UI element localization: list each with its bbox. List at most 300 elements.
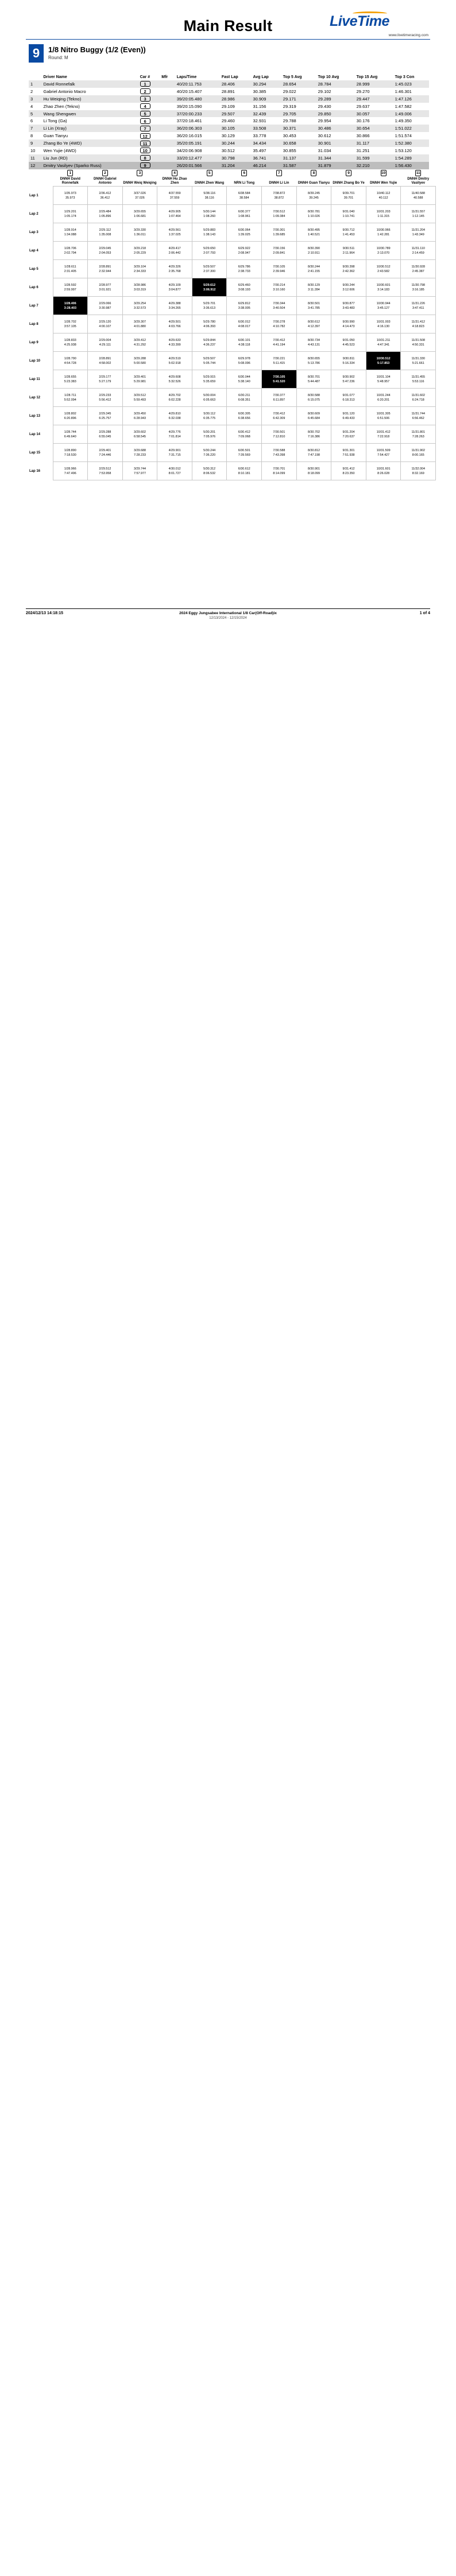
lap-time-cell [366, 407, 401, 425]
elapsed-time: 5:35.659 [203, 379, 216, 383]
elapsed-time: 1:11.315 [377, 214, 389, 218]
lap-time: 1/28.655 [64, 375, 76, 379]
summary-cell [160, 110, 175, 118]
lap-time-cell [53, 444, 88, 462]
lap-time-cell [331, 260, 366, 278]
elapsed-time: 6:15.075 [307, 398, 320, 402]
driver-position-header [331, 169, 366, 177]
lap-time-cell [88, 333, 123, 352]
elapsed-time: 3:10.160 [273, 288, 285, 292]
elapsed-time: 4:50.331 [412, 343, 424, 347]
lap-time-cell [88, 407, 123, 425]
lap-time-cell [192, 425, 227, 444]
driver-number-badge: 10 [381, 171, 386, 175]
lap-time: 6/30.412 [238, 430, 250, 434]
summary-cell: 1:47.126 [393, 95, 429, 103]
lap-row [29, 205, 436, 223]
summary-cell: 34.434 [251, 139, 281, 147]
summary-cell: Li Lin (Xray) [42, 125, 138, 132]
lap-time-cell [262, 370, 297, 389]
lap-time-cell [157, 205, 192, 223]
lap-time-cell [122, 315, 157, 333]
lap-time: 1/28.406 [64, 301, 76, 305]
lap-time: 2/29.177 [99, 375, 111, 379]
elapsed-time: 35.973 [65, 196, 75, 200]
summary-cell: 29.109 [221, 103, 235, 109]
lap-time-cell [262, 187, 297, 205]
summary-cell [138, 117, 160, 125]
lap-row [29, 297, 436, 315]
lap-time: 3/29.655 [133, 210, 146, 214]
lap-time-cell [122, 425, 157, 444]
summary-cell: 30.057 [355, 110, 393, 118]
lap-time-cell [366, 297, 401, 315]
elapsed-time: 37.559 [169, 196, 180, 200]
summary-cell: 30.244 [220, 139, 252, 147]
lap-time: 2/29.112 [99, 228, 111, 232]
lap-time: 1/28.890 [64, 448, 76, 452]
summary-cell: 35/20:05.191 [175, 139, 220, 147]
summary-cell: 29.270 [356, 88, 370, 94]
summary-cell: 30.512 [221, 148, 235, 153]
lap-time-cell [157, 187, 192, 205]
lap-time: 2/29.401 [99, 448, 111, 452]
summary-cell [160, 103, 175, 110]
driver-number-badge: 6 [241, 170, 247, 176]
elapsed-time: 7:16.386 [307, 434, 320, 439]
elapsed-time: 6:38.656 [238, 416, 250, 420]
lap-time: 1/28.790 [64, 356, 76, 360]
elapsed-time: 4:33.399 [168, 343, 181, 347]
lap-time: 3/29.288 [133, 356, 146, 360]
summary-cell: 39/20:15.090 [176, 103, 202, 109]
elapsed-time: 7:09.068 [238, 434, 250, 439]
lap-row [29, 315, 436, 333]
summary-cell [138, 103, 160, 110]
lap-time: 6/30.044 [238, 375, 250, 379]
lap-time-cell [401, 444, 436, 462]
lap-time: 9/31.050 [342, 338, 355, 342]
elapsed-time: 3:04.877 [168, 288, 181, 292]
lap-time-cell [122, 370, 157, 389]
lap-time-cell [296, 407, 331, 425]
page-number: 1 of 4 [419, 611, 430, 615]
elapsed-time: 4:54.728 [64, 361, 76, 365]
lap-time-cell [296, 370, 331, 389]
driver-position-header [157, 169, 192, 177]
elapsed-time: 2:06.442 [168, 251, 181, 255]
lap-label: Lap 9 [29, 340, 38, 344]
lap-time-cell [401, 187, 436, 205]
lap-time: 2/29.288 [99, 430, 111, 434]
driver-name-header: DNNH Wen Yujie [370, 181, 397, 185]
summary-cell: 32.439 [251, 110, 281, 118]
driver-position-header [192, 169, 227, 177]
elapsed-time: 5:53.116 [412, 379, 424, 383]
elapsed-time: 8:00.165 [412, 453, 424, 457]
lap-label: Lap 12 [29, 395, 41, 399]
summary-cell: 1:52.380 [393, 139, 429, 147]
summary-cell: 28.891 [221, 88, 235, 94]
lap-time: 11/30.798 [411, 283, 426, 287]
elapsed-time: 7:39.569 [238, 453, 250, 457]
lap-time: 5/30.144 [203, 210, 216, 214]
summary-header-cell: Avg Lap [253, 75, 269, 79]
lap-time-cell [53, 389, 88, 407]
lap-time: 10/30.789 [376, 246, 391, 250]
lap-time: 7/30.512 [273, 210, 285, 214]
lap-time-cell [122, 389, 157, 407]
lap-time-cell [53, 242, 88, 260]
driver-number-badge: 7 [276, 170, 282, 176]
elapsed-time: 6:11.897 [273, 398, 285, 402]
summary-cell: 1:45.023 [393, 80, 429, 88]
lap-time: 6/30.064 [238, 228, 250, 232]
elapsed-time: 40.588 [413, 196, 423, 200]
lap-time-cell [331, 352, 366, 370]
lap-time-cell [262, 462, 297, 480]
summary-cell: 1:56.430 [393, 162, 429, 169]
lap-time: 7/30.105 [273, 375, 285, 379]
elapsed-time: 3:08.193 [238, 288, 250, 292]
elapsed-time: 7:47.198 [307, 453, 320, 457]
lap-time: 8/39.245 [307, 191, 320, 195]
summary-cell: 29.705 [281, 110, 316, 118]
driver-name-header: DNNH Gabriel Antonio [94, 177, 117, 185]
lap-time: 11/31.602 [411, 393, 426, 397]
elapsed-time: 4:12.397 [307, 324, 320, 328]
elapsed-time: 6:02.228 [168, 398, 181, 402]
lap-time-cell [157, 278, 192, 297]
summary-header-cell: Laps/Time [176, 75, 197, 79]
lap-time: 9/30.902 [342, 375, 355, 379]
lap-time: 10/30.512 [376, 265, 391, 269]
elapsed-time: 38.584 [239, 196, 249, 200]
summary-cell: 28.999 [355, 80, 393, 88]
elapsed-time: 6:08.351 [238, 398, 250, 402]
lap-time-cell [366, 242, 401, 260]
lap-time-cell [296, 352, 331, 370]
elapsed-time: 8:18.099 [307, 471, 320, 475]
summary-header-cell: Driver Name [43, 75, 67, 79]
lap-time-cell [331, 389, 366, 407]
elapsed-time: 5:16.334 [342, 361, 355, 365]
summary-cell: 29.319 [283, 103, 296, 109]
elapsed-time: 5:59.493 [133, 398, 146, 402]
summary-header-cell: Top 15 Avg [356, 75, 378, 79]
lap-time-cell [192, 462, 227, 480]
elapsed-time: 7:18.530 [64, 453, 76, 457]
lap-time-cell [53, 333, 88, 352]
driver-name-header: NRN Li Tong [234, 181, 255, 185]
lap-time-cell [53, 352, 88, 370]
elapsed-time: 6:32.038 [168, 416, 181, 420]
elapsed-time: 5:47.236 [342, 379, 355, 383]
summary-cell: 28.654 [281, 80, 316, 88]
lap-time: 9/30.877 [342, 301, 355, 305]
elapsed-time: 5:21.661 [412, 361, 424, 365]
lap-time-cell [192, 333, 227, 352]
lap-time-cell [401, 297, 436, 315]
elapsed-time: 7:53.958 [99, 471, 111, 475]
lap-time-cell [366, 260, 401, 278]
elapsed-time: 4:06.393 [203, 324, 216, 328]
elapsed-time: 4:41.194 [273, 343, 285, 347]
lap-time-cell [262, 407, 297, 425]
lap-time-cell [296, 315, 331, 333]
lap-time-cell [227, 242, 262, 260]
elapsed-time: 5:32.526 [168, 379, 181, 383]
lap-time-cell [227, 352, 262, 370]
summary-row [29, 162, 429, 169]
lap-time: 5/30.004 [203, 393, 216, 397]
summary-cell: 29.430 [318, 103, 331, 109]
race-round: Round: M [48, 55, 68, 60]
lap-time: 4/29.776 [168, 430, 181, 434]
elapsed-time: 4:03.766 [168, 324, 181, 328]
elapsed-time: 5:00.580 [133, 361, 146, 365]
summary-cell [138, 125, 160, 132]
lap-time: 9/31.040 [342, 210, 355, 214]
driver-number-badge: 9 [346, 170, 351, 176]
lap-time-cell [122, 297, 157, 315]
car-number-badge: 2 [140, 88, 150, 94]
lap-time-cell [262, 444, 297, 462]
summary-cell [160, 125, 175, 132]
elapsed-time: 5:23.383 [64, 379, 76, 383]
lap-time: 5/29.650 [203, 246, 216, 250]
lap-time: 11/31.110 [411, 246, 425, 250]
lap-time-cell [366, 425, 401, 444]
lap-time-cell [88, 242, 123, 260]
summary-cell: 31.587 [281, 162, 316, 169]
lap-time-cell [262, 260, 297, 278]
summary-cell [160, 147, 175, 154]
summary-cell: 34/20:06.908 [176, 148, 202, 153]
elapsed-time: 3:41.785 [307, 306, 320, 310]
lap-time-cell [331, 425, 366, 444]
lap-time: 7/30.301 [273, 228, 285, 232]
summary-cell [160, 162, 175, 169]
lap-time: 10/31.104 [376, 375, 391, 379]
elapsed-time: 2:59.997 [64, 288, 76, 292]
elapsed-time: 7:20.637 [342, 434, 355, 439]
summary-cell: David Ronnefalk [42, 80, 138, 88]
lap-time: 11/31.330 [411, 356, 426, 360]
lap-time: 11/31.508 [411, 338, 426, 342]
lap-time-cell [88, 223, 123, 242]
elapsed-time: 8:01.727 [168, 471, 181, 475]
elapsed-time: 3:11.284 [308, 288, 320, 292]
lap-time: 10/31.211 [376, 338, 391, 342]
lap-time: 10/31.412 [376, 430, 391, 434]
lap-time: 2/28.977 [99, 283, 111, 287]
lap-time: 1/28.711 [64, 393, 76, 397]
lap-time-cell [157, 297, 192, 315]
lap-time-cell [296, 242, 331, 260]
elapsed-time: 4:36.237 [203, 343, 216, 347]
elapsed-time: 3:43.483 [342, 306, 355, 310]
lap-time-cell [401, 333, 436, 352]
summary-header-cell: Top 10 Avg [318, 75, 339, 79]
lap-time: 9/30.398 [342, 265, 355, 269]
elapsed-time: 4:16.130 [377, 324, 390, 328]
elapsed-time: 2:09.841 [273, 251, 285, 255]
lap-time: 7/30.221 [273, 356, 285, 360]
lap-time: 2/29.045 [99, 246, 111, 250]
elapsed-time: 5:17.853 [377, 361, 390, 365]
driver-name-header: DNNH David Ronnefalk [60, 177, 80, 185]
lap-time: 7/30.701 [273, 467, 285, 471]
lap-time: 3/29.602 [133, 430, 146, 434]
lap-time-cell [53, 205, 88, 223]
elapsed-time: 2:34.333 [133, 269, 146, 273]
elapsed-time: 4:01.880 [133, 324, 146, 328]
elapsed-time: 2:05.229 [133, 251, 146, 255]
summary-cell: 3 [29, 95, 42, 103]
summary-cell: 31.137 [281, 154, 316, 162]
elapsed-time: 2:31.405 [64, 269, 76, 273]
lap-time: 11/31.412 [411, 320, 426, 324]
elapsed-time: 3:36.613 [203, 306, 216, 310]
lap-time: 3/29.104 [133, 265, 146, 269]
summary-cell: 28.784 [316, 80, 355, 88]
lap-time-cell [157, 260, 192, 278]
lap-time-cell [88, 205, 123, 223]
lap-time-cell [366, 315, 401, 333]
lap-time: 11/40.588 [411, 191, 426, 195]
lap-time-cell [401, 278, 436, 297]
lap-time: 9/31.412 [342, 467, 355, 471]
summary-row [29, 103, 429, 110]
lap-time: 3/29.450 [133, 412, 146, 416]
lap-time: 6/30.501 [238, 448, 250, 452]
lap-time: 3/29.412 [133, 338, 146, 342]
lap-time-cell [88, 389, 123, 407]
lap-time: 4/29.633 [168, 338, 181, 342]
elapsed-time: 3:12.606 [342, 288, 355, 292]
lap-time-cell [157, 315, 192, 333]
summary-row [29, 147, 429, 154]
lap-time: 7/30.412 [273, 338, 285, 342]
lap-time-cell [88, 425, 123, 444]
elapsed-time: 7:31.715 [168, 453, 181, 457]
lap-time-cell [331, 278, 366, 297]
lap-time: 8/30.901 [307, 467, 320, 471]
car-number-badge: 4 [140, 103, 150, 109]
elapsed-time: 6:18.313 [342, 398, 355, 402]
lap-time-cell [227, 205, 262, 223]
lap-time-cell [157, 462, 192, 480]
summary-cell: Li Tong (Ga) [43, 118, 67, 124]
lap-time: 6/38.584 [238, 191, 250, 195]
elapsed-time: 6:35.775 [203, 416, 216, 420]
summary-cell: 29.289 [316, 95, 355, 103]
lap-time-cell [227, 444, 262, 462]
summary-cell: 28.406 [220, 80, 252, 88]
lap-time: 2/29.345 [99, 412, 111, 416]
race-number: 9 [29, 44, 44, 63]
car-number-badge: 3 [140, 96, 150, 102]
lap-time: 9/30.990 [342, 320, 355, 324]
lap-time: 1/28.966 [64, 467, 76, 471]
elapsed-time: 2:41.155 [307, 269, 320, 273]
lap-time-cell [53, 315, 88, 333]
lap-label: Lap 4 [29, 249, 38, 253]
summary-cell: 30.385 [253, 88, 266, 94]
elapsed-time: 2:10.911 [308, 251, 320, 255]
lap-time-cell [401, 315, 436, 333]
summary-row [29, 125, 429, 132]
summary-row [29, 117, 429, 125]
elapsed-time: 1:09.384 [273, 214, 285, 218]
lap-time: 11/31.902 [411, 448, 426, 452]
summary-cell: 6 [30, 118, 33, 124]
elapsed-time: 2:45.387 [412, 269, 424, 273]
elapsed-time: 4:00.107 [99, 324, 111, 328]
lap-time: 3/29.401 [133, 375, 146, 379]
summary-cell [138, 162, 160, 169]
lap-time-cell [227, 389, 262, 407]
summary-cell: 1:53.120 [395, 148, 412, 153]
lap-time: 10/31.601 [376, 467, 391, 471]
lap-time-cell [53, 223, 88, 242]
lap-time: 1/28.611 [64, 265, 76, 269]
summary-cell: 29.022 [283, 88, 296, 94]
lap-time-cell [262, 278, 297, 297]
lap-row [29, 260, 436, 278]
summary-row [29, 80, 429, 88]
lap-time: 10/30.944 [376, 301, 391, 305]
lap-time-cell [88, 187, 123, 205]
elapsed-time: 7:22.918 [377, 434, 390, 439]
elapsed-time: 2:37.300 [203, 269, 216, 273]
lap-time: 6/29.460 [238, 283, 250, 287]
lap-time-cell [157, 389, 192, 407]
lap-time: 6/30.211 [238, 393, 250, 397]
lap-time-cell [401, 205, 436, 223]
lap-time: 4/37.559 [168, 191, 181, 195]
lap-time-cell [296, 205, 331, 223]
summary-cell [138, 132, 160, 139]
summary-cell: 37/20:18.461 [176, 118, 202, 124]
driver-number-badge: 1 [67, 170, 73, 176]
lap-time-cell [401, 389, 436, 407]
elapsed-time: 7:05.976 [203, 434, 216, 439]
livetime-logo [330, 13, 428, 30]
lap-time-cell [296, 462, 331, 480]
lap-time-cell [366, 223, 401, 242]
lap-time: 8/30.781 [307, 210, 320, 214]
elapsed-time: 4:18.823 [412, 324, 424, 328]
elapsed-time: 7:57.977 [133, 471, 146, 475]
summary-cell: 37/20:00.233 [175, 110, 220, 118]
elapsed-time: 6:28.943 [133, 416, 146, 420]
elapsed-time: 2:13.070 [377, 251, 390, 255]
lap-time: 5/38.116 [203, 191, 215, 195]
lap-row [29, 444, 436, 462]
summary-cell: Guan Tianyu [43, 133, 68, 139]
summary-cell: 26/20:01.566 [175, 162, 220, 169]
lap-time-cell [53, 260, 88, 278]
lap-time: 10/31.244 [376, 393, 391, 397]
summary-cell: 29.447 [355, 95, 393, 103]
lap-time-cell [122, 278, 157, 297]
lap-time: 10/31.305 [376, 412, 391, 416]
lap-time: 9/30.811 [342, 356, 355, 360]
race-name: 1/8 Nitro Buggy (1/2 (Even)) [48, 45, 146, 54]
summary-cell [160, 154, 175, 162]
